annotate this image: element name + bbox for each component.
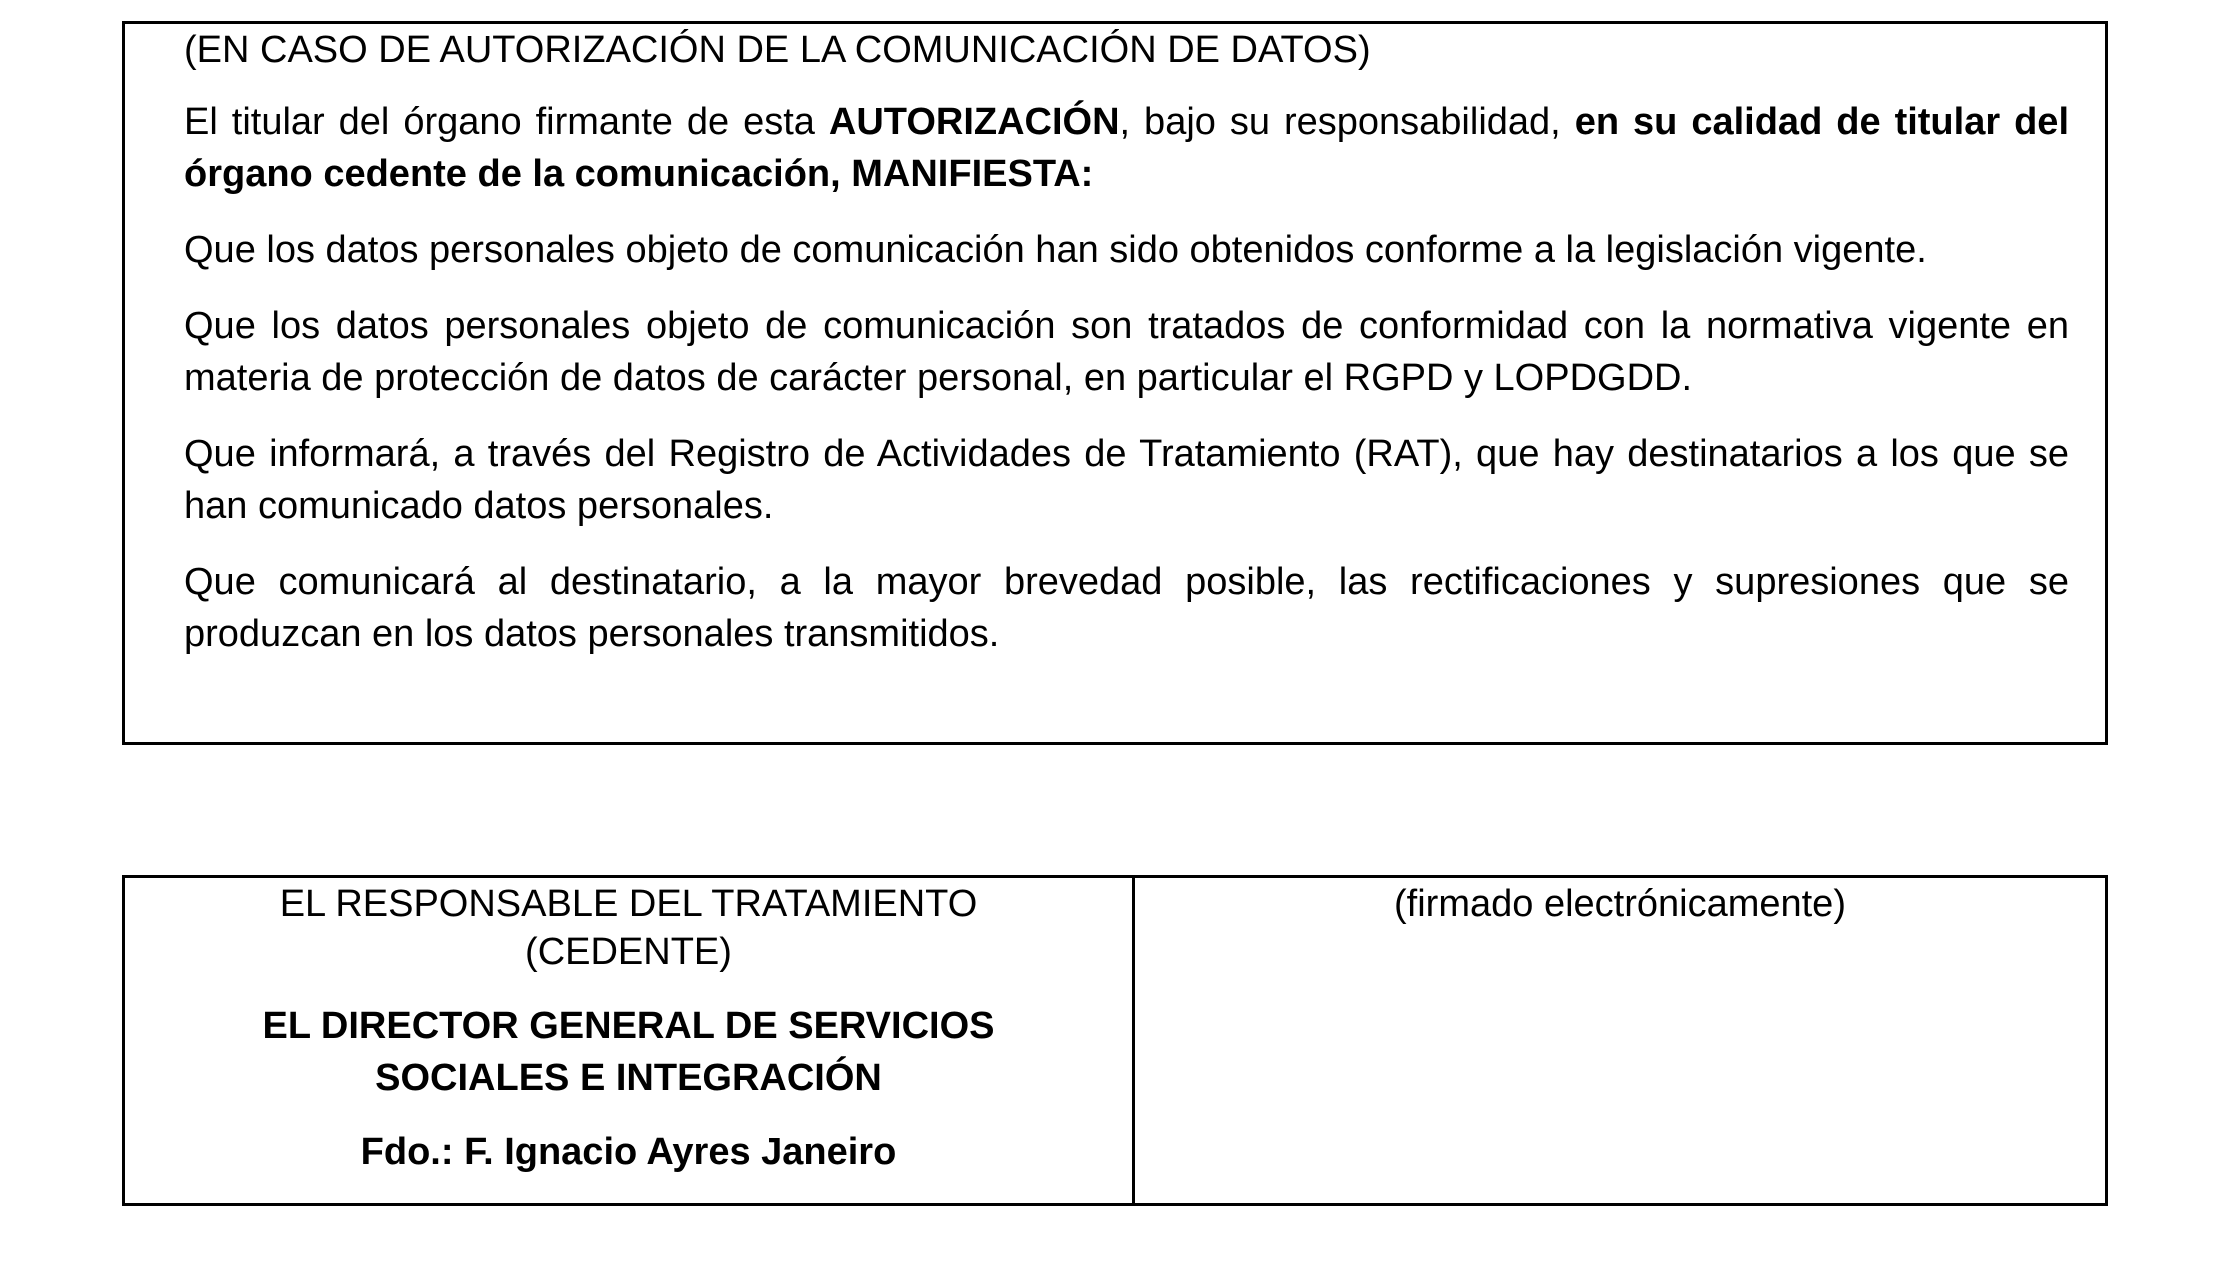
- signature-table: [122, 875, 2108, 1206]
- manifest-paragraph: Que los datos personales objeto de comunicación son tratados de conformidad con la normativa vigente en materia de protección de datos de carácter personal, en particular el RGPD y LOPDGDD.: [184, 305, 2069, 399]
- signature-right-cell: [1135, 878, 2105, 1203]
- manifest-intro: [184, 96, 2069, 200]
- director-title-line: SOCIALES E INTEGRACIÓN: [375, 1057, 882, 1099]
- signer-name: Fdo.: F. Ignacio Ayres Janeiro: [360, 1131, 897, 1173]
- manifest-content: [184, 24, 2069, 660]
- intro-text-1: El titular del órgano firmante de esta: [184, 101, 829, 143]
- manifest-box: [122, 21, 2108, 745]
- intro-text-2: AUTORIZACIÓN: [828, 101, 1120, 143]
- manifest-paragraph: Que informará, a través del Registro de Actividades de Tratamiento (RAT), que hay destinatarios a los que se han comunicado datos personales.: [184, 433, 2069, 527]
- responsible-role: [125, 880, 1132, 976]
- manifest-heading: (EN CASO DE AUTORIZACIÓN DE LA COMUNICACIÓN DE DATOS): [184, 29, 1371, 71]
- electronic-signature-note: (firmado electrónicamente): [1394, 883, 1846, 925]
- role-line: (CEDENTE): [525, 931, 732, 973]
- intro-text-3: , bajo su responsabilidad,: [1119, 101, 1575, 143]
- director-title-line: EL DIRECTOR GENERAL DE SERVICIOS: [262, 1005, 995, 1047]
- signature-left-cell: [125, 878, 1135, 1203]
- director-title: [125, 1000, 1132, 1104]
- manifest-paragraph: Que comunicará al destinatario, a la mayor brevedad posible, las rectificaciones y supresiones que se produzcan en los datos personales transmitidos.: [184, 561, 2069, 655]
- manifest-paragraph: Que los datos personales objeto de comunicación han sido obtenidos conforme a la legislación vigente.: [184, 229, 1927, 271]
- role-line: EL RESPONSABLE DEL TRATAMIENTO: [279, 883, 978, 925]
- intro-text-4: en su calidad de titular del órgano cedente de la comunicación, MANIFIESTA:: [184, 101, 2069, 195]
